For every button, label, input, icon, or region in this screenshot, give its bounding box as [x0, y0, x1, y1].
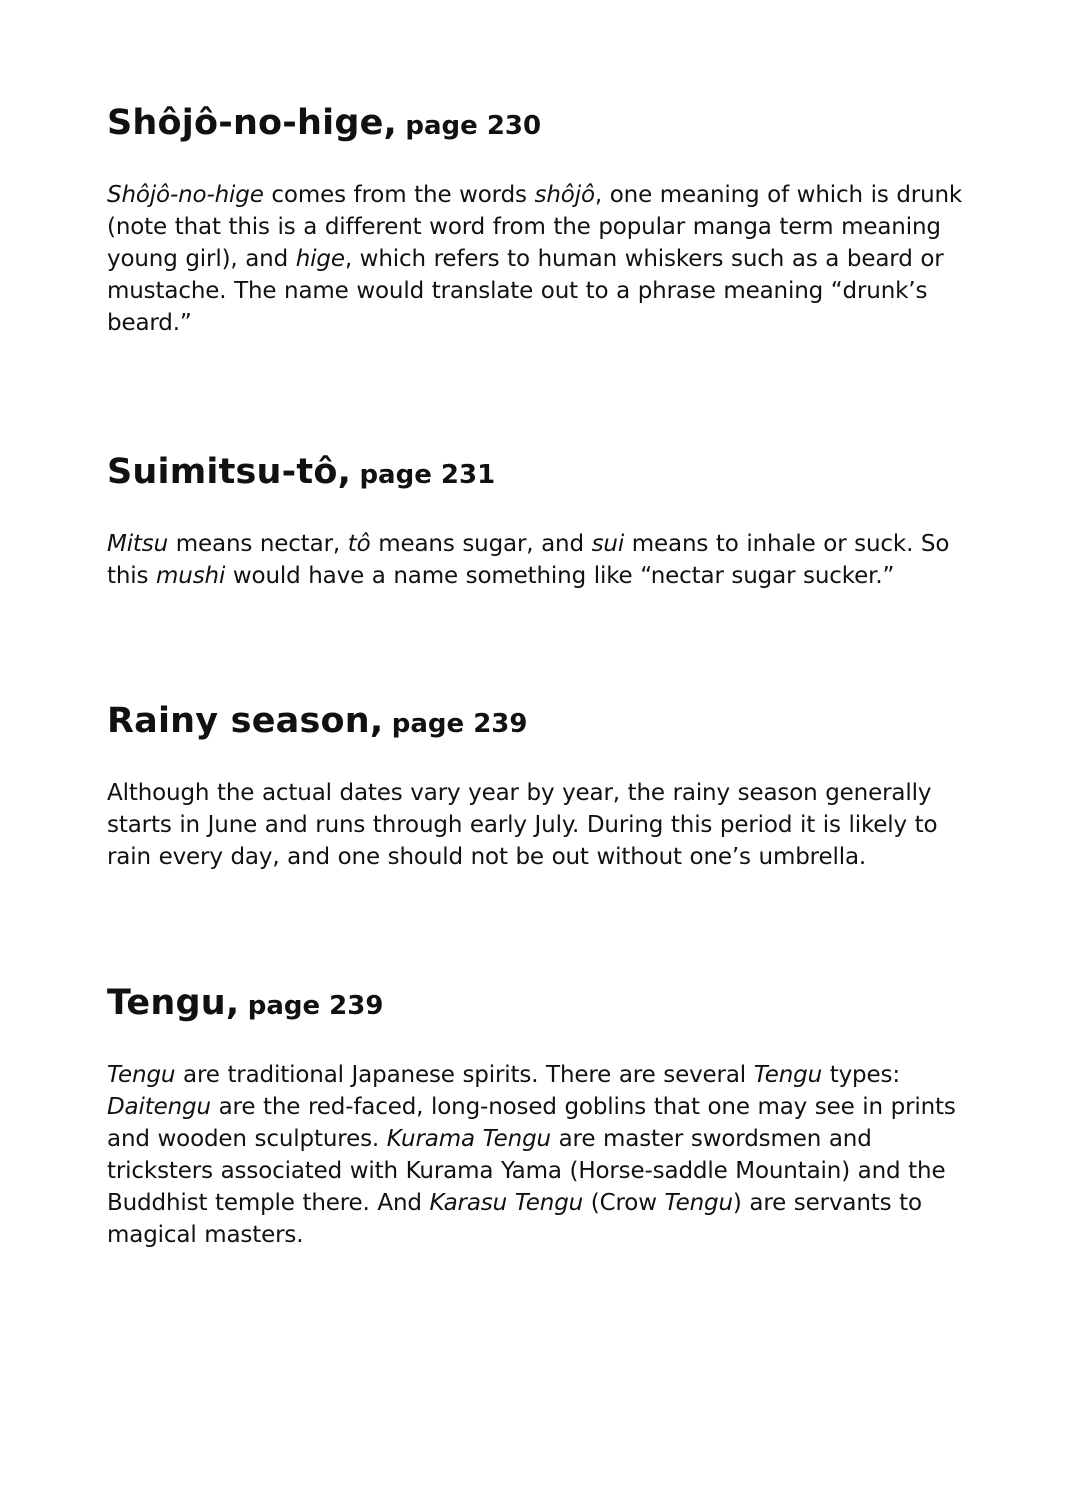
body-italic: Mitsu: [107, 531, 169, 557]
glossary-entry-shojo-no-hige: [107, 103, 967, 339]
body-text: means to inhale or suck. So this: [107, 531, 950, 589]
body-text: , which refers to human whiskers such as a beard or mustache. The name would translate out to a phrase meaning “drunk’s beard.”: [107, 246, 944, 336]
entry-page-ref: page 239: [247, 991, 384, 1021]
entry-heading: [107, 983, 967, 1023]
body-text: , one meaning of which is drunk (note that this is a different word from the popular manga term meaning young girl), and: [107, 182, 963, 272]
entry-heading: [107, 103, 967, 143]
body-text: would have a name something like “nectar sugar sucker.”: [225, 563, 895, 589]
entry-page-ref: page 230: [405, 111, 542, 141]
body-italic: mushi: [156, 563, 226, 589]
entry-body: [107, 179, 967, 339]
entry-term: Tengu,: [107, 983, 240, 1023]
body-italic: Daitengu: [107, 1094, 211, 1120]
body-italic: Shôjô-no-hige: [107, 182, 264, 208]
body-text: types:: [822, 1062, 900, 1088]
body-italic: Tengu: [107, 1062, 176, 1088]
body-italic: Kurama Tengu: [386, 1126, 551, 1152]
body-text: Although the actual dates vary year by year, the rainy season generally starts in June and runs through early July. During this period it is likely to rain every day, and one should not be out without one’s umbrella.: [107, 780, 938, 870]
body-italic: Karasu Tengu: [429, 1190, 584, 1216]
glossary-entry-suimitsu-to: [107, 452, 967, 592]
entry-term: Shôjô-no-hige,: [107, 103, 398, 143]
body-text: comes from the words: [263, 182, 535, 208]
entry-page-ref: page 231: [359, 460, 496, 490]
body-italic: sui: [591, 531, 625, 557]
body-italic: Tengu: [664, 1190, 733, 1216]
body-italic: hige: [295, 246, 345, 272]
body-text: (Crow: [583, 1190, 665, 1216]
entry-body: [107, 777, 967, 873]
glossary-entry-rainy-season: [107, 701, 967, 873]
body-text: are the red-faced, long-nosed goblins that one may see in prints and wooden sculptures.: [107, 1094, 956, 1152]
body-text: means sugar, and: [370, 531, 592, 557]
entry-heading: [107, 452, 967, 492]
body-italic: shôjô: [534, 182, 595, 208]
body-italic: tô: [347, 531, 371, 557]
body-italic: Tengu: [753, 1062, 823, 1088]
entry-page-ref: page 239: [391, 709, 528, 739]
entry-body: [107, 528, 967, 592]
entry-heading: [107, 701, 967, 741]
body-text: are master swordsmen and tricksters associated with Kurama Yama (Horse-saddle Mountain) and the Buddhist temple there. And: [107, 1126, 946, 1216]
body-text: ) are servants to magical masters.: [107, 1190, 922, 1248]
body-text: means nectar,: [168, 531, 348, 557]
entry-body: [107, 1059, 967, 1251]
body-text: are traditional Japanese spirits. There are several: [175, 1062, 754, 1088]
entry-term: Suimitsu-tô,: [107, 452, 352, 492]
entry-term: Rainy season,: [107, 701, 384, 741]
glossary-entry-tengu: [107, 983, 967, 1251]
